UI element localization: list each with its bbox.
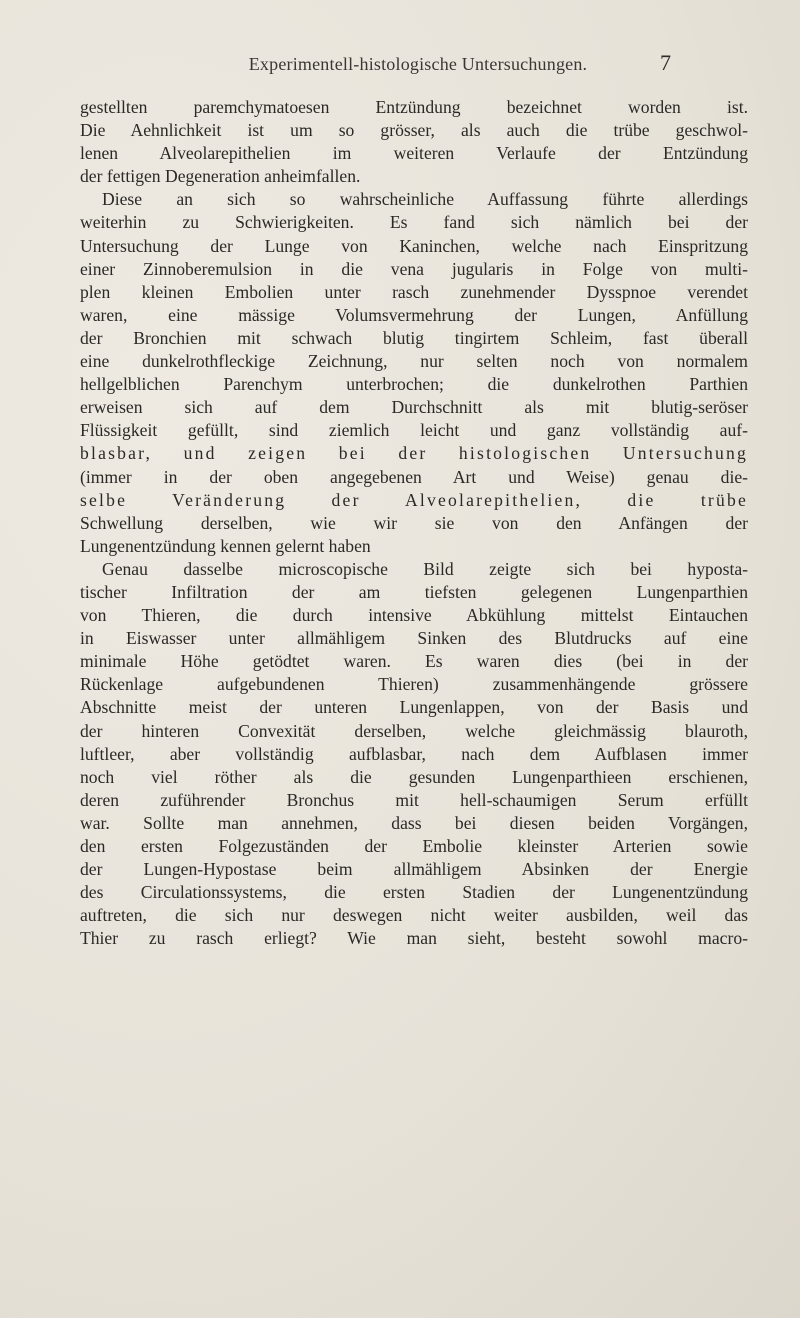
text-line: weiterhin zu Schwierigkeiten. Es fand sich nämlich bei der (80, 212, 748, 233)
text-line: luftleer, aber vollständig aufblasbar, nach dem Aufblasen immer (80, 743, 748, 764)
text-line: der Lungen-Hypostase beim allmähligem Absinken der Energie (80, 859, 748, 880)
text-line: lenen Alveolarepithelien im weiteren Verlaufe der Entzündung (80, 143, 748, 164)
body-text (80, 96, 748, 950)
text-line: war. Sollte man annehmen, dass bei diesen beiden Vorgängen, (80, 812, 748, 833)
text-line: einer Zinnoberemulsion in die vena jugularis in Folge von multi- (80, 258, 748, 279)
text-line: (immer in der oben angegebenen Art und Weise) genau die- (80, 466, 748, 487)
page-number: 7 (660, 50, 671, 75)
text-line: tischer Infiltration der am tiefsten gelegenen Lungenparthien (80, 581, 748, 602)
text-line: des Circulationssystems, die ersten Stadien der Lungenentzündung (80, 882, 748, 903)
text-line: blasbar, und zeigen bei der histologischen Untersuchung (80, 443, 748, 464)
text-line: der hinteren Convexität derselben, welche gleichmässig blauroth, (80, 720, 748, 741)
text-line: Diese an sich so wahrscheinliche Auffassung führte allerdings (102, 189, 748, 210)
text-line: von Thieren, die durch intensive Abkühlung mittelst Eintauchen (80, 605, 748, 626)
text-line: eine dunkelrothfleckige Zeichnung, nur selten noch von normalem (80, 351, 748, 372)
text-line: erweisen sich auf dem Durchschnitt als mit blutig-seröser (80, 397, 748, 418)
text-line: minimale Höhe getödtet waren. Es waren dies (bei in der (80, 651, 748, 672)
text-line: plen kleinen Embolien unter rasch zunehmender Dysspnoe verendet (80, 281, 748, 302)
text-line: Abschnitte meist der unteren Lungenlappen, von der Basis und (80, 697, 748, 718)
text-line: auftreten, die sich nur deswegen nicht weiter ausbilden, weil das (80, 905, 748, 926)
text-line: Flüssigkeit gefüllt, sind ziemlich leicht und ganz vollständig auf- (80, 420, 748, 441)
text-line: der fettigen Degeneration anheimfallen. (80, 166, 361, 187)
text-line: selbe Veränderung der Alveolarepithelien, die trübe (80, 489, 748, 510)
text-line: in Eiswasser unter allmähligem Sinken des Blutdrucks auf eine (80, 628, 748, 649)
text-line: den ersten Folgezuständen der Embolie kleinster Arterien sowie (80, 836, 748, 856)
text-line: Die Aehnlichkeit ist um so grösser, als auch die trübe geschwol- (80, 120, 748, 141)
text-line: Thier zu rasch erliegt? Wie man sieht, besteht sowohl macro- (80, 928, 748, 949)
text-line: Untersuchung der Lunge von Kaninchen, welche nach Einspritzung (80, 235, 748, 256)
text-line: der Bronchien mit schwach blutig tingirtem Schleim, fast überall (80, 327, 748, 348)
running-title: Experimentell-histologische Untersuchungen. (248, 54, 588, 74)
text-line: gestellten paremchymatoesen Entzündung bezeichnet worden ist. (80, 97, 748, 117)
text-line: waren, eine mässige Volumsvermehrung der Lungen, Anfüllung (80, 304, 748, 325)
text-line: deren zuführender Bronchus mit hell-schaumigen Serum erfüllt (80, 789, 748, 810)
text-line: Lungenentzündung kennen gelernt haben (80, 535, 371, 556)
text-line: noch viel röther als die gesunden Lungenparthieen erschienen, (80, 766, 748, 787)
text-line: Schwellung derselben, wie wir sie von den Anfängen der (80, 512, 748, 533)
text-line: hellgelblichen Parenchym unterbrochen; die dunkelrothen Parthien (80, 374, 748, 395)
text-line: Rückenlage aufgebundenen Thieren) zusammenhängende grössere (80, 674, 748, 695)
text-line: Genau dasselbe microscopische Bild zeigte sich bei hyposta- (102, 558, 748, 579)
